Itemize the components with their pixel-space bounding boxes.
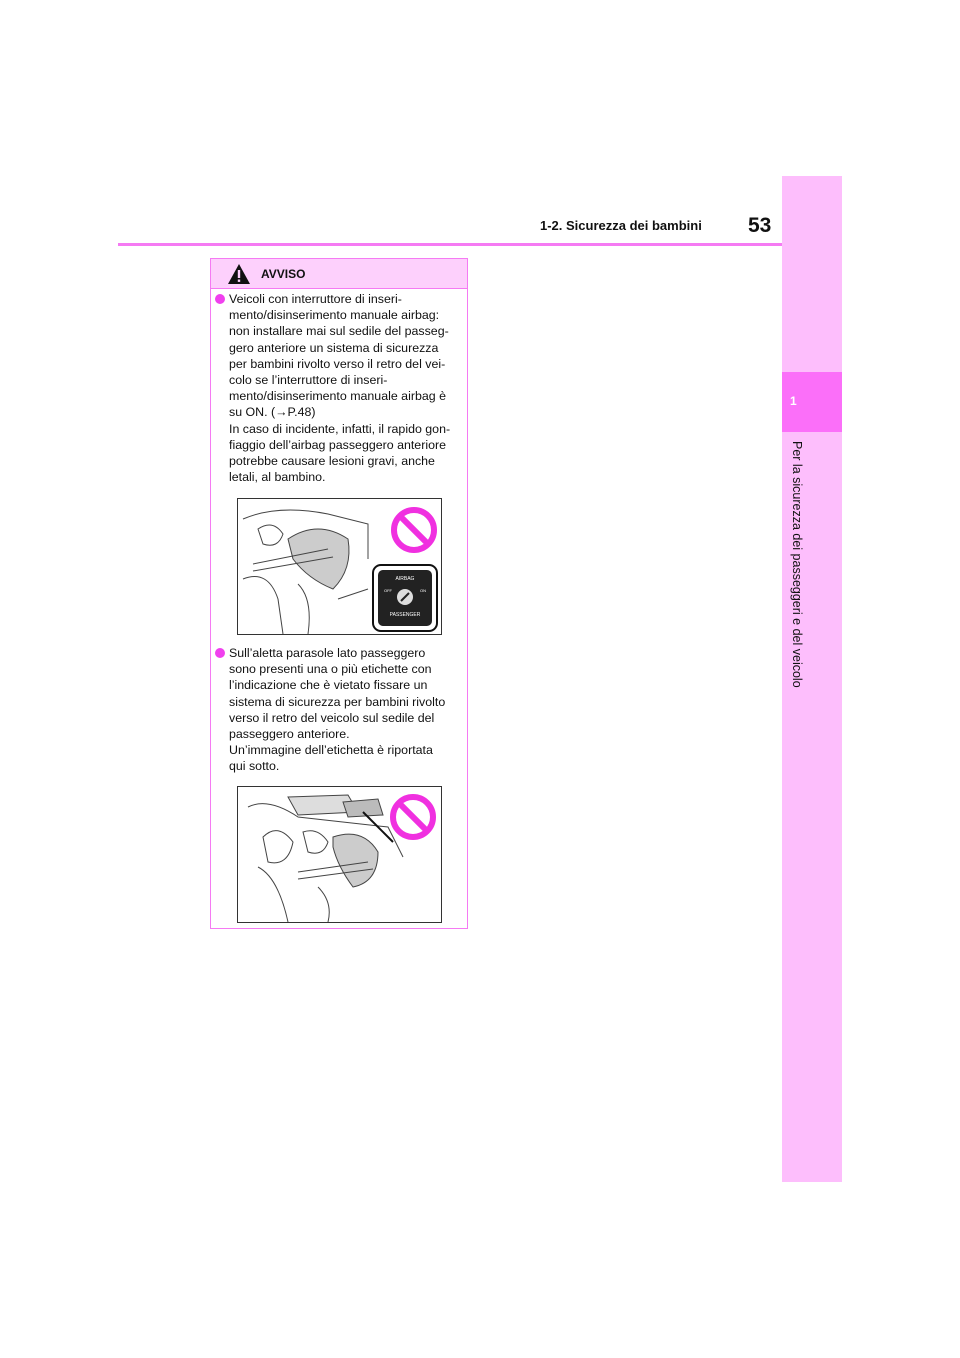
bullet-icon	[215, 294, 225, 304]
bullet-icon	[215, 648, 225, 658]
header-divider	[118, 243, 782, 246]
switch-label-airbag: AIRBAG	[395, 576, 415, 582]
switch-label-passenger: PASSENGER	[389, 612, 421, 618]
warning-item-text: Veicoli con interruttore di inseri- mento/disinserimento manuale airbag: non installare mai sul sedile del passeg- gero anteriore un sistema di sicurezza per bambini rivolto verso il retro del vei- colo se l’interruttore di inseri- mento/disinserimento manuale airbag è su ON. (→P.48) In caso di incidente, infatti, il rapido gon- fiaggio dell’airbag passeggero anteriore potrebbe causare lesioni gravi, anche letali, al bambino.	[229, 292, 451, 485]
switch-label-on: ON	[420, 588, 426, 593]
warning-title: AVVISO	[261, 266, 306, 281]
warning-item-text: Sull’aletta parasole lato passeggero sono presenti una o più etichette con l’indicazione che è vietato fissare un sistema di sicurezza per bambini rivolto verso il retro del veicolo sul sedile del passeggero anteriore. Un’immagine dell’etichetta è riportata qui sotto.	[229, 646, 446, 774]
warning-box	[210, 258, 468, 929]
section-title: 1-2. Sicurezza dei bambini	[540, 218, 702, 233]
airbag-switch-illustration	[237, 498, 442, 635]
chapter-title: Per la sicurezza dei passeggeri e del veicolo	[790, 441, 804, 688]
warning-triangle-icon	[227, 263, 251, 285]
switch-label-off: OFF	[384, 588, 392, 593]
warning-item	[211, 291, 469, 485]
warning-header	[211, 259, 467, 289]
warning-item	[211, 645, 469, 775]
sun-visor-label-illustration	[237, 786, 442, 923]
page-number: 53	[748, 214, 772, 237]
chapter-number: 1	[790, 394, 797, 408]
